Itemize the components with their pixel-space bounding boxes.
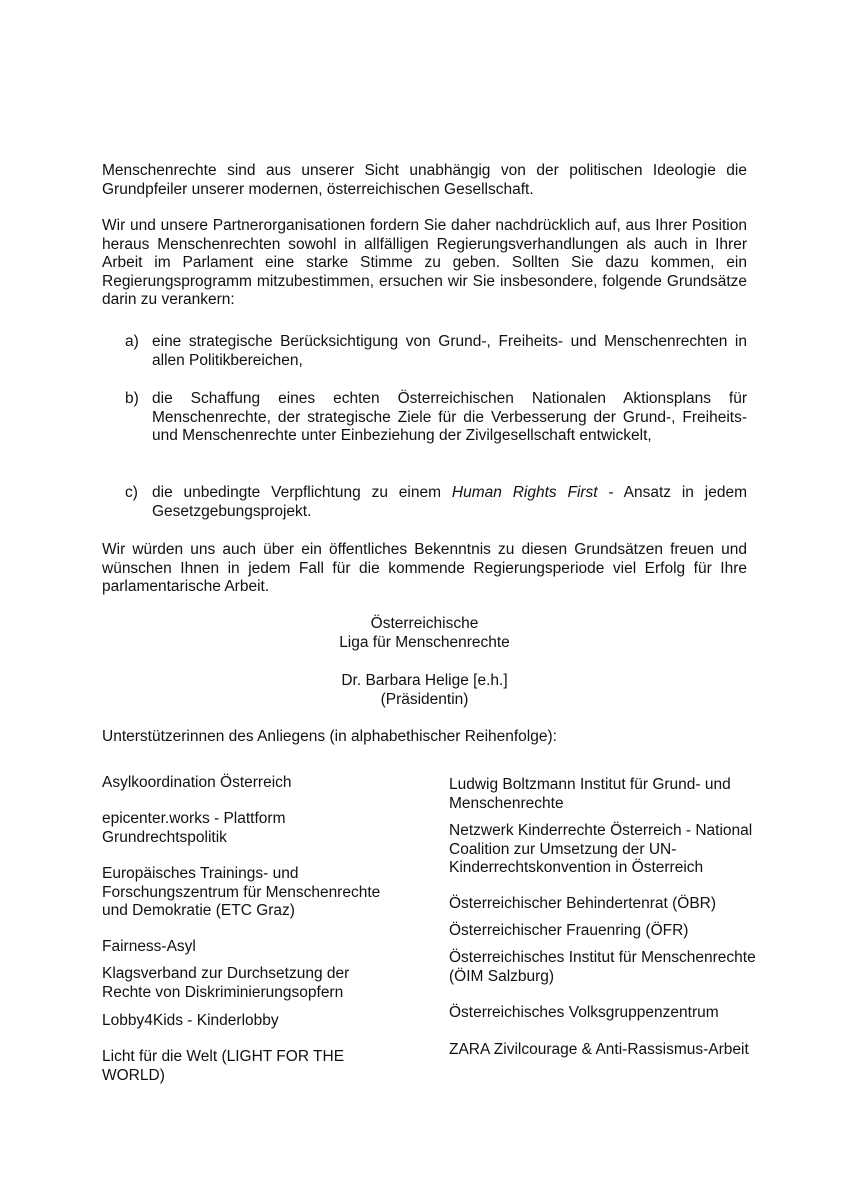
list-text-after: - Ansatz in jedem Gesetzgebungsprojekt. (152, 484, 747, 520)
signature-org-line1: Österreichische (370, 615, 479, 632)
list-label: a) (125, 333, 139, 350)
human-rights-first-emphasis: Human Rights First (451, 484, 598, 501)
appeal-paragraph: Wir und unsere Partnerorganisationen fordern Sie daher nachdrücklich auf, aus Ihrer Position heraus Menschenrechten sowohl in allfälligen Regierungsverhandlungen als auch in Ihrer Arbeit im Parlament eine starke Stimme zu geben. Sollten Sie dazu kommen, ein Regierungsprogramm mitzubestimmen, ersuchen wir Sie insbesondere, folgende Grundsätze darin zu verankern: (102, 217, 747, 308)
list-text: die Schaffung eines echten Österreichischen Nationalen Aktionsplans für Menschenrechte, der strategische Ziele für die Verbesserung der Grund-, Freiheits- und Menschenrechte unter Einbeziehung der Zivilgesellschaft entwickelt, (152, 390, 747, 444)
signature-role: (Präsidentin) (380, 691, 469, 708)
closing-paragraph: Wir würden uns auch über ein öffentliches Bekenntnis zu diesen Grundsätzen freuen und wünschen Ihnen in jedem Fall für die kommende Regierungsperiode viel Erfolg für Ihre parlamentarische Arbeit. (102, 541, 747, 595)
supporter-item: Licht für die Welt (LIGHT FOR THE WORLD) (102, 1048, 345, 1084)
supporter-item: Asylkoordination Österreich (102, 774, 292, 791)
supporter-item: Fairness-Asyl (102, 938, 196, 955)
supporter-item: Ludwig Boltzmann Institut für Grund- und Menschenrechte (449, 776, 731, 812)
list-text-before: die unbedingte Verpflichtung zu einem (152, 484, 452, 501)
supporter-item: Österreichischer Frauenring (ÖFR) (449, 922, 689, 939)
signature-name: Dr. Barbara Helige [e.h.] (341, 672, 508, 689)
signature-org-line2: Liga für Menschenrechte (339, 634, 510, 651)
supporter-item: epicenter.works - Plattform Grundrechtspolitik (102, 810, 286, 846)
supporter-item: Europäisches Trainings- und Forschungszentrum für Menschenrechte und Demokratie (ETC Graz) (102, 865, 381, 919)
supporter-item: ZARA Zivilcourage & Anti-Rassismus-Arbeit (449, 1041, 749, 1058)
list-label: c) (125, 484, 138, 501)
supporter-item: Österreichischer Behindertenrat (ÖBR) (449, 895, 717, 912)
list-text: eine strategische Berücksichtigung von Grund-, Freiheits- und Menschenrechten in allen Politikbereichen, (152, 333, 747, 369)
supporter-item: Österreichisches Institut für Menschenrechte (ÖIM Salzburg) (449, 949, 756, 985)
supporter-item: Klagsverband zur Durchsetzung der Rechte von Diskriminierungsopfern (102, 965, 350, 1001)
supporter-item: Netzwerk Kinderrechte Österreich - National Coalition zur Umsetzung der UN-Kinderrechtskonvention in Österreich (449, 822, 753, 876)
intro-paragraph: Menschenrechte sind aus unserer Sicht unabhängig von der politischen Ideologie die Grundpfeiler unserer modernen, österreichischen Gesellschaft. (102, 162, 747, 198)
supporter-item: Österreichisches Volksgruppenzentrum (449, 1004, 719, 1021)
supporter-item: Lobby4Kids - Kinderlobby (102, 1012, 279, 1029)
list-label: b) (125, 390, 139, 407)
list-text (152, 484, 747, 521)
supporters-heading: Unterstützerinnen des Anliegens (in alphabethischer Reihenfolge): (102, 728, 557, 745)
